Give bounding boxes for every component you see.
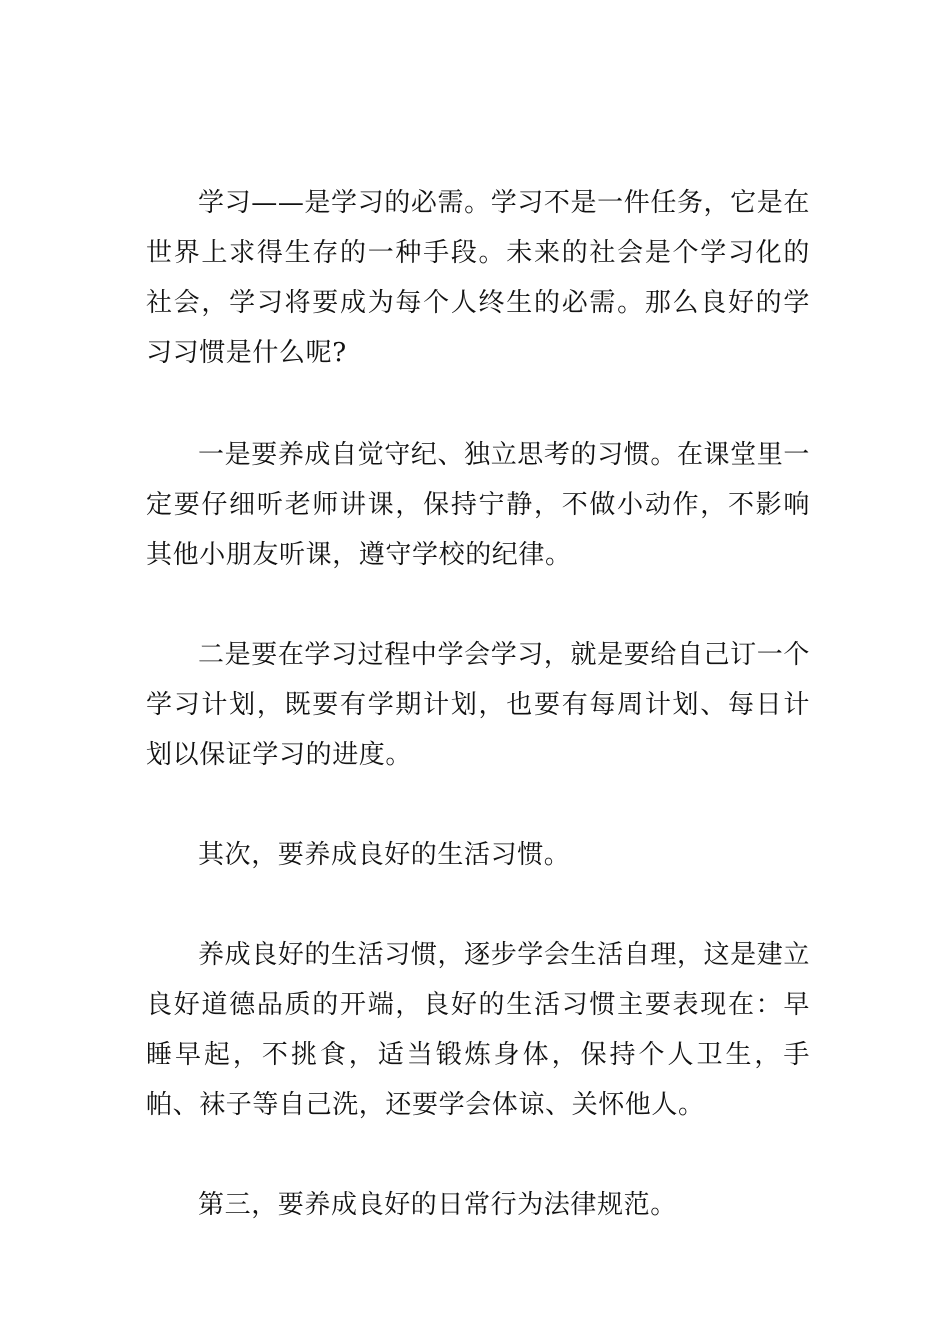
paragraph-living-habit-heading: 其次，要养成良好的生活习惯。 <box>198 840 571 870</box>
paragraph-study-necessity: 学习——是学习的必需。学习不是一件任务，它是在世界上求得生存的一种手段。未来的社会是个学习化的社会，学习将要成为每个人终生的必需。那么良好的学习习惯是什么呢? <box>146 188 810 368</box>
paragraph-study-plan: 二是要在学习过程中学会学习，就是要给自己订一个学习计划，既要有学期计划，也要有每周计划、每日计划以保证学习的进度。 <box>146 640 810 770</box>
paragraph-discipline-habit: 一是要养成自觉守纪、独立思考的习惯。在课堂里一定要仔细听老师讲课，保持宁静，不做小动作，不影响其他小朋友听课，遵守学校的纪律。 <box>146 440 810 570</box>
document-body <box>146 178 810 1230</box>
paragraph-living-habit-detail: 养成良好的生活习惯，逐步学会生活自理，这是建立良好道德品质的开端，良好的生活习惯主要表现在：早睡早起，不挑食，适当锻炼身体，保持个人卫生，手帕、袜子等自己洗，还要学会体谅、关怀他人。 <box>146 940 810 1120</box>
paragraph-behavior-norms: 第三，要养成良好的日常行为法律规范。 <box>198 1190 677 1220</box>
